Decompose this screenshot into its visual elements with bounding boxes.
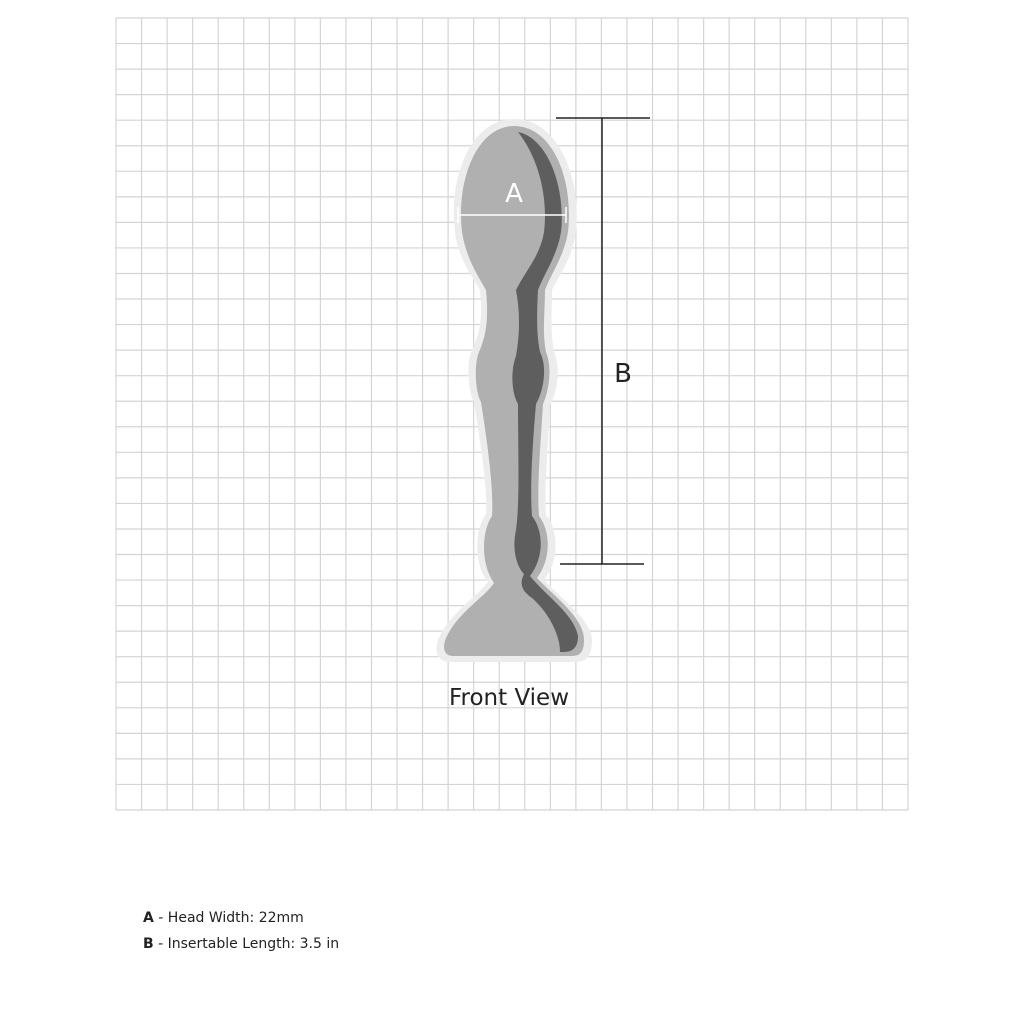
view-caption: Front View [448, 685, 570, 711]
legend-item-a [143, 905, 339, 931]
legend-text: Head Width: 22mm [167, 910, 304, 926]
dimension-legend [143, 905, 339, 957]
legend-key: B [143, 936, 154, 952]
dimension-a-label: A [505, 179, 523, 209]
dimension-b-label: B [614, 359, 632, 389]
legend-separator: - [153, 910, 168, 926]
legend-separator: - [153, 936, 168, 952]
legend-key: A [143, 910, 154, 926]
legend-item-b [143, 931, 339, 957]
legend-text: Insertable Length: 3.5 in [167, 936, 340, 952]
